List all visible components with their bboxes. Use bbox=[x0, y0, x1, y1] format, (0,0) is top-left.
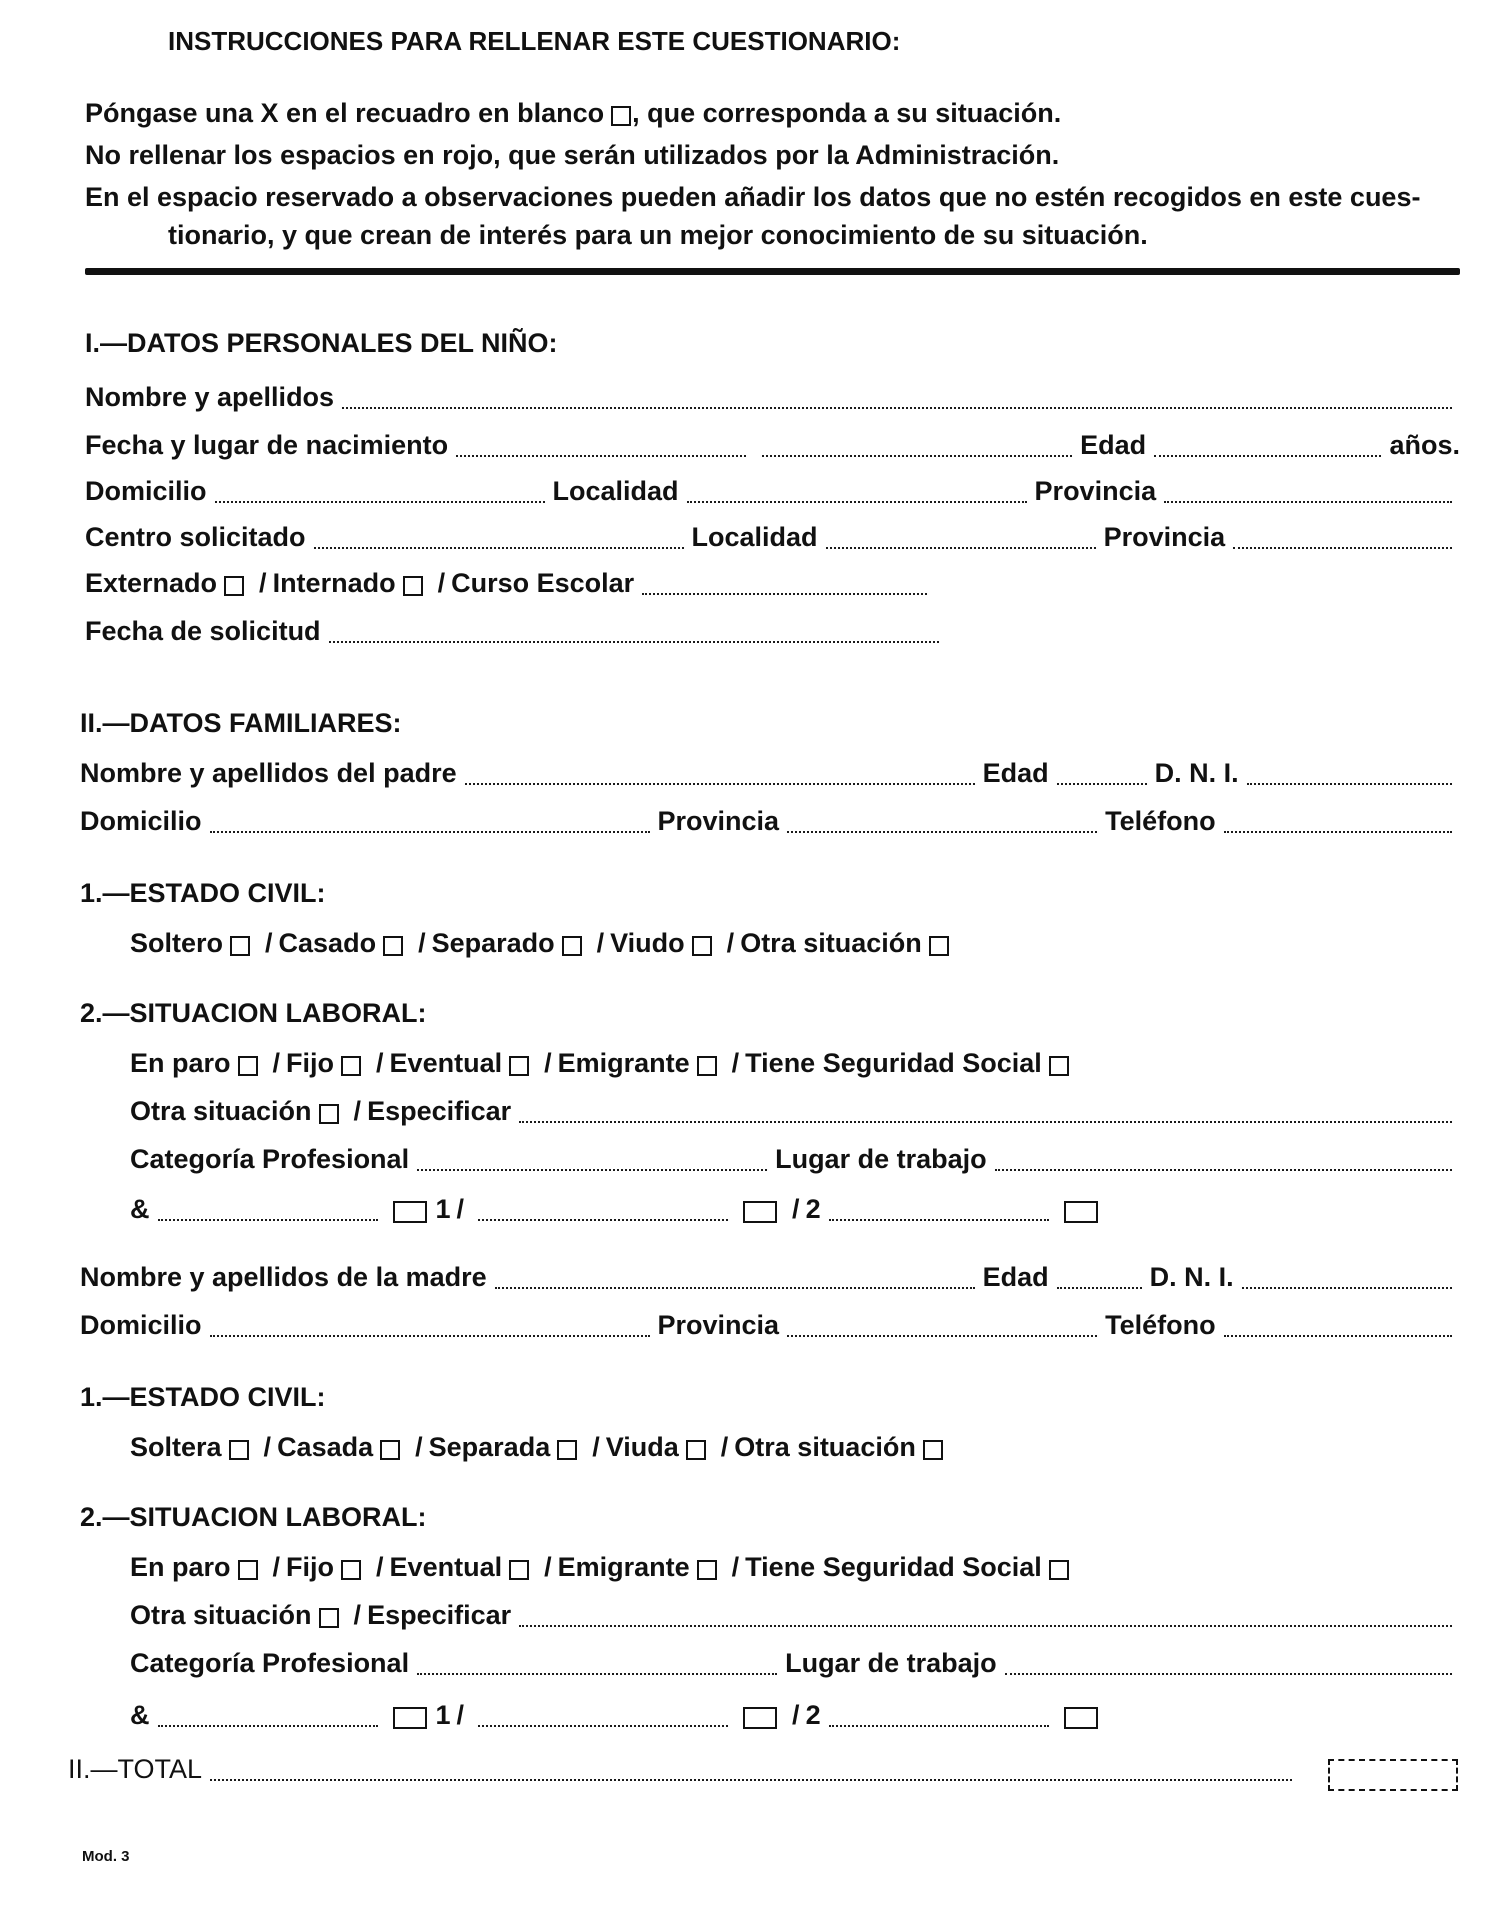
row-padre-laboral: En paro / Fijo / Eventual / Emigrante / Tiene Seguridad Social bbox=[130, 1046, 1078, 1080]
row-madre-categoria: Categoría Profesional Lugar de trabajo bbox=[130, 1646, 1460, 1680]
row-padre-domicilio: Domicilio Provincia Teléfono bbox=[80, 804, 1460, 838]
row-padre-otra: Otra situación / Especificar bbox=[130, 1094, 1460, 1128]
section2-title: II.—DATOS FAMILIARES: bbox=[80, 708, 402, 738]
padre-telefono-field[interactable] bbox=[1224, 831, 1452, 833]
padre-eventual-checkbox[interactable] bbox=[509, 1056, 529, 1076]
madre-otra-checkbox[interactable] bbox=[923, 1440, 943, 1460]
madre-emigrante-checkbox[interactable] bbox=[697, 1560, 717, 1580]
curso-field[interactable] bbox=[642, 593, 927, 595]
madre-eventual-checkbox[interactable] bbox=[509, 1560, 529, 1580]
padre-code-field-0[interactable] bbox=[158, 1219, 378, 1221]
localidad-nino-field[interactable] bbox=[687, 501, 1027, 503]
row-padre-codes: & 1 / / 2 bbox=[130, 1192, 1107, 1226]
blank-box-example bbox=[611, 106, 631, 126]
madre-edad-field[interactable] bbox=[1057, 1287, 1142, 1289]
padre-seguridad-checkbox[interactable] bbox=[1049, 1056, 1069, 1076]
padre-categoria-field[interactable] bbox=[417, 1169, 767, 1171]
madre-dni-field[interactable] bbox=[1242, 1287, 1452, 1289]
madre-especificar-field[interactable] bbox=[519, 1625, 1452, 1627]
madre-provincia-field[interactable] bbox=[787, 1335, 1097, 1337]
madre-casada-checkbox[interactable] bbox=[380, 1440, 400, 1460]
padre-code-field-2[interactable] bbox=[829, 1219, 1049, 1221]
padre-fijo-checkbox[interactable] bbox=[341, 1056, 361, 1076]
row-madre-otra: Otra situación / Especificar bbox=[130, 1598, 1460, 1632]
madre-viuda-checkbox[interactable] bbox=[686, 1440, 706, 1460]
madre-domicilio-field[interactable] bbox=[210, 1335, 650, 1337]
row-centro: Centro solicitado Localidad Provincia bbox=[85, 520, 1460, 554]
madre-estado-civil-title: 1.—ESTADO CIVIL: bbox=[80, 1382, 326, 1412]
madre-fijo-checkbox[interactable] bbox=[341, 1560, 361, 1580]
madre-situacion-title: 2.—SITUACION LABORAL: bbox=[80, 1502, 427, 1532]
instructions-line-1: Póngase una X en el recuadro en blanco , que corresponda a su situación. bbox=[85, 98, 1062, 128]
internado-checkbox[interactable] bbox=[403, 576, 423, 596]
madre-categoria-field[interactable] bbox=[417, 1673, 777, 1675]
padre-soltero-checkbox[interactable] bbox=[230, 936, 250, 956]
madre-code-field-1[interactable] bbox=[478, 1725, 728, 1727]
padre-dni-field[interactable] bbox=[1247, 783, 1452, 785]
instructions-line-4: tionario, y que crean de interés para un mejor conocimiento de su situación. bbox=[168, 220, 1148, 250]
padre-especificar-field[interactable] bbox=[519, 1121, 1452, 1123]
localidad-centro-field[interactable] bbox=[826, 547, 1096, 549]
padre-paro-checkbox[interactable] bbox=[238, 1056, 258, 1076]
nombre-nino-field[interactable] bbox=[342, 407, 1452, 409]
padre-domicilio-field[interactable] bbox=[210, 831, 650, 833]
padre-edad-field[interactable] bbox=[1057, 783, 1147, 785]
padre-code-box-0[interactable] bbox=[393, 1201, 427, 1223]
provincia-nino-field[interactable] bbox=[1164, 501, 1452, 503]
form-model-number: Mod. 3 bbox=[82, 1848, 130, 1865]
padre-code-box-1[interactable] bbox=[743, 1201, 777, 1223]
fecha-solicitud-field[interactable] bbox=[329, 641, 939, 643]
madre-code-box-2[interactable] bbox=[1064, 1707, 1098, 1729]
padre-nombre-field[interactable] bbox=[465, 783, 975, 785]
domicilio-nino-field[interactable] bbox=[215, 501, 545, 503]
padre-separado-checkbox[interactable] bbox=[562, 936, 582, 956]
madre-separada-checkbox[interactable] bbox=[557, 1440, 577, 1460]
edad-nino-field[interactable] bbox=[1154, 455, 1381, 457]
row-madre-codes: & 1 / / 2 bbox=[130, 1698, 1107, 1732]
madre-nombre-field[interactable] bbox=[495, 1287, 975, 1289]
row-madre-estado-civil: Soltera / Casada / Separada / Viuda / Otra situación bbox=[130, 1430, 952, 1464]
row-fecha-solicitud: Fecha de solicitud bbox=[85, 614, 947, 648]
row-nacimiento: Fecha y lugar de nacimiento Edad años. bbox=[85, 430, 1460, 460]
instructions-title: INSTRUCCIONES PARA RELLENAR ESTE CUESTIONARIO: bbox=[168, 26, 901, 56]
row-padre-estado-civil: Soltero / Casado / Separado / Viudo / Otra situación bbox=[130, 926, 958, 960]
madre-code-field-2[interactable] bbox=[829, 1725, 1049, 1727]
row-domicilio-nino: Domicilio Localidad Provincia bbox=[85, 474, 1460, 508]
row-nombre-nino: Nombre y apellidos bbox=[85, 380, 1460, 414]
row-externado: Externado / Internado / Curso Escolar bbox=[85, 566, 935, 600]
total-box[interactable] bbox=[1328, 1759, 1458, 1791]
madre-lugar-trabajo-field[interactable] bbox=[1005, 1673, 1452, 1675]
provincia-centro-field[interactable] bbox=[1233, 547, 1452, 549]
total-field[interactable] bbox=[210, 1779, 1292, 1781]
padre-code-box-2[interactable] bbox=[1064, 1201, 1098, 1223]
padre-code-field-1[interactable] bbox=[478, 1219, 728, 1221]
padre-lugar-trabajo-field[interactable] bbox=[995, 1169, 1452, 1171]
padre-otra-situacion-checkbox[interactable] bbox=[319, 1104, 339, 1124]
madre-telefono-field[interactable] bbox=[1224, 1335, 1452, 1337]
row-padre-categoria: Categoría Profesional Lugar de trabajo bbox=[130, 1142, 1460, 1176]
centro-field[interactable] bbox=[314, 547, 684, 549]
madre-otra-situacion-checkbox[interactable] bbox=[319, 1608, 339, 1628]
instructions-line-3: En el espacio reservado a observaciones pueden añadir los datos que no estén recogidos en este cues- bbox=[85, 182, 1421, 212]
madre-code-box-0[interactable] bbox=[393, 1707, 427, 1729]
madre-seguridad-checkbox[interactable] bbox=[1049, 1560, 1069, 1580]
row-madre-domicilio: Domicilio Provincia Teléfono bbox=[80, 1308, 1460, 1342]
padre-emigrante-checkbox[interactable] bbox=[697, 1056, 717, 1076]
madre-code-box-1[interactable] bbox=[743, 1707, 777, 1729]
madre-paro-checkbox[interactable] bbox=[238, 1560, 258, 1580]
fecha-nacimiento-field[interactable] bbox=[456, 455, 746, 457]
padre-casado-checkbox[interactable] bbox=[383, 936, 403, 956]
padre-viudo-checkbox[interactable] bbox=[692, 936, 712, 956]
row-total: II.—TOTAL bbox=[68, 1752, 1458, 1786]
row-madre: Nombre y apellidos de la madre Edad D. N. I. bbox=[80, 1260, 1460, 1294]
row-padre: Nombre y apellidos del padre Edad D. N. I. bbox=[80, 756, 1460, 790]
divider-rule bbox=[85, 268, 1460, 275]
padre-situacion-title: 2.—SITUACION LABORAL: bbox=[80, 998, 427, 1028]
section1-title: I.—DATOS PERSONALES DEL NIÑO: bbox=[85, 328, 558, 358]
padre-otra-checkbox[interactable] bbox=[929, 936, 949, 956]
padre-estado-civil-title: 1.—ESTADO CIVIL: bbox=[80, 878, 326, 908]
externado-checkbox[interactable] bbox=[224, 576, 244, 596]
madre-code-field-0[interactable] bbox=[158, 1725, 378, 1727]
instructions-line-2: No rellenar los espacios en rojo, que serán utilizados por la Administración. bbox=[85, 140, 1060, 170]
lugar-nacimiento-field[interactable] bbox=[762, 455, 1072, 457]
row-madre-laboral: En paro / Fijo / Eventual / Emigrante / Tiene Seguridad Social bbox=[130, 1550, 1078, 1584]
padre-provincia-field[interactable] bbox=[787, 831, 1097, 833]
madre-soltera-checkbox[interactable] bbox=[229, 1440, 249, 1460]
